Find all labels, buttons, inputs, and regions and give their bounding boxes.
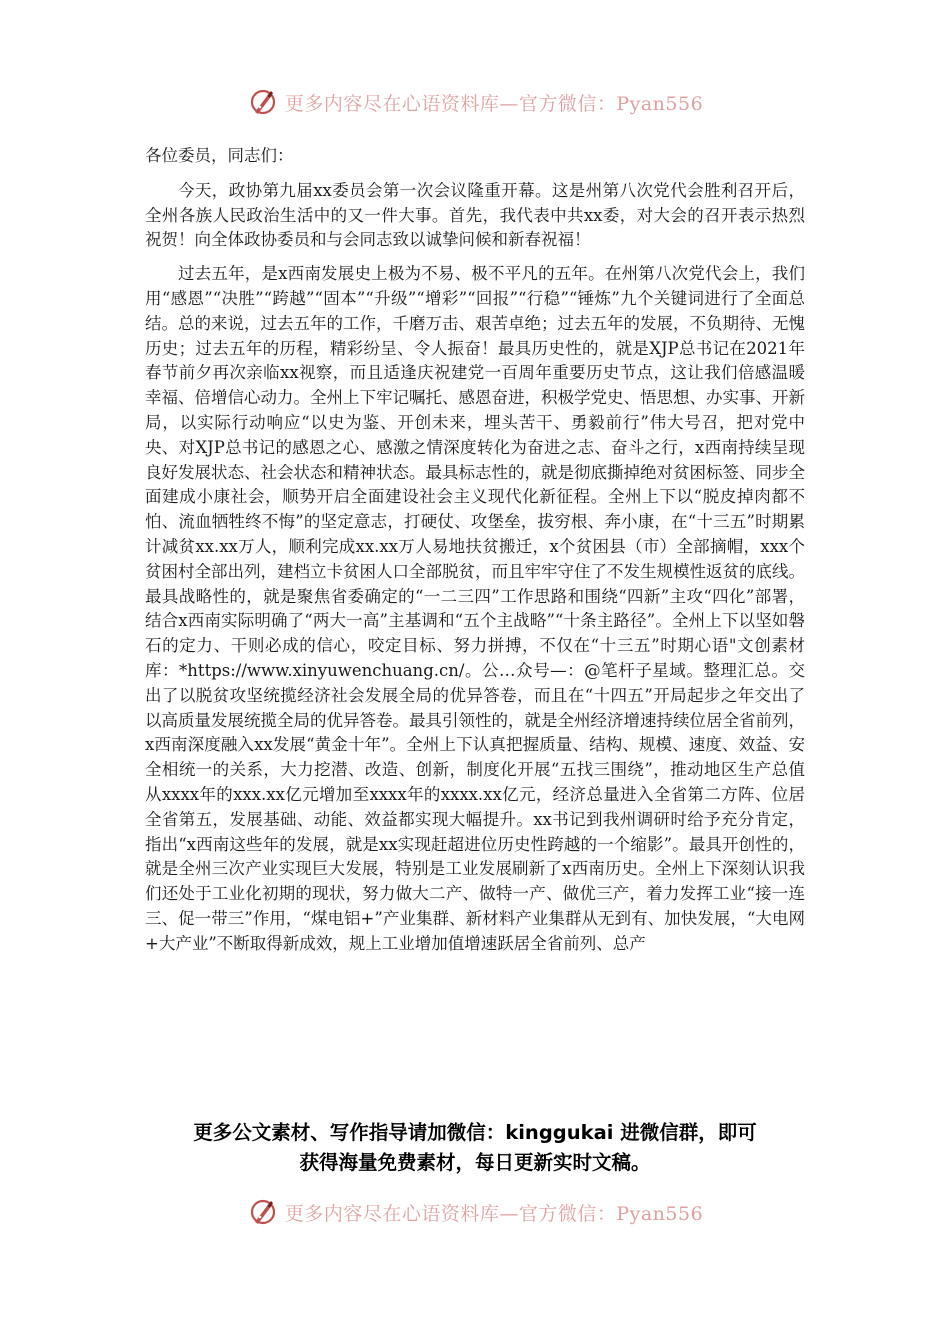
salutation: 各位委员，同志们： xyxy=(145,146,294,165)
header-banner xyxy=(0,82,950,122)
promo-notice xyxy=(120,1118,830,1178)
promo-line-1: 更多公文素材、写作指导请加微信：kinggukai 进微信群，即可 xyxy=(193,1121,757,1144)
footer-banner-text: 更多内容尽在心语资料库—官方微信：Pyan556 xyxy=(284,1202,704,1225)
fountain-pen-seal-icon xyxy=(247,86,279,118)
document-body xyxy=(145,144,805,966)
header-banner-text: 更多内容尽在心语资料库—官方微信：Pyan556 xyxy=(284,92,704,115)
paragraph-1: 今天，政协第九届xx委员会第一次会议隆重开幕。这是州第八次党代会胜利召开后，全州各族人民政治生活中的又一件大事。首先，我代表中共xx委，对大会的召开表示热烈祝贺！向全体政协委员和与会同志致以诚挚问候和新春祝福！ xyxy=(145,180,805,250)
promo-line-2: 获得海量免费素材，每日更新实时文稿。 xyxy=(299,1151,651,1174)
paragraph-2: 过去五年，是x西南发展史上极为不易、极不平凡的五年。在州第八次党代会上，我们用“感恩”“决胜”“跨越”“固本”“升级”“增彩”“回报”“行稳”“锤炼”九个关键词进行了全面总结。总的来说，过去五年的工作，千磨万击、艰苦卓绝；过去五年的发展，不负期待、无愧历史；过去五年的历程，精彩纷呈、令人振奋！最具历史性的，就是XJP总书记在2021年春节前夕再次亲临xx视察，而且适逢庆祝建党一百周年重要历史节点，这让我们倍感温暖幸福、倍增信心动力。全州上下牢记嘱托、感恩奋进，积极学党史、悟思想、办实事、开新局，以实际行动响应“以史为鉴、开创未来，埋头苦干、勇毅前行”伟大号召，把对党中央、对XJP总书记的感恩之心、感激之情深度转化为奋进之志、奋斗之行，x西南持续呈现良好发展状态、社会状态和精神状态。最具标志性的，就是彻底撕掉绝对贫困标签、同步全面建成小康社会，顺势开启全面建设社会主义现代化新征程。全州上下以“脱皮掉肉都不怕、流血牺牲终不悔”的坚定意志，打硬仗、攻堡垒，拔穷根、奔小康，在“十三五”时期累计减贫xx.xx万人，顺利完成xx.xx万人易地扶贫搬迁，x个贫困县（市）全部摘帽，xxx个贫困村全部出列，建档立卡贫困人口全部脱贫，而且牢牢守住了不发生规模性返贫的底线。最具战略性的，就是聚焦省委确定的“一二三四”工作思路和围绕“四新”主攻“四化”部署，结合x西南实际明确了“两大一高”主基调和“五个主战略”“十条主路径”。全州上下以坚如磐石的定力、干则必成的信心，咬定目标、努力拼搏，不仅在“十三五”时期心语"文创素材库：*https://www.xinyuwenchuang.cn/。公…众号—：@笔杆子星域。整理汇总。交出了以脱贫攻坚统揽经济社会发展全局的优异答卷，而且在“十四五”开局起步之年交出了以高质量发展统揽全局的优异答卷。最具引领性的，就是全州经济增速持续位居全省前列，x西南深度融入xx发展“黄金十年”。全州上下认真把握质量、结构、规模、速度、效益、安全相统一的关系，大力挖潜、改造、创新，制度化开展“五找三围绕”，推动地区生产总值从xxxx年的xxx.xx亿元增加至xxxx年的xxxx.xx亿元，经济总量进入全省第二方阵、位居全省第五，发展基础、动能、效益都实现大幅提升。xx书记到我州调研时给予充分肯定，指出“x西南这些年的发展，就是xx实现赶超进位历史性跨越的一个缩影”。最具开创性的，就是全州三次产业实现巨大发展，特别是工业发展刷新了x西南历史。全州上下深刻认识我们还处于工业化初期的现状，努力做大二产、做特一产、做优三产，着力发挥工业“接一连三、促一带三”作用，“煤电铝+”产业集群、新材料产业集群从无到有、加快发展，“大电网+大产业”不断取得新成效，规上工业增加值增速跃居全省前列、总产 xyxy=(145,264,805,953)
footer-banner xyxy=(0,1192,950,1232)
fountain-pen-seal-icon xyxy=(247,1196,279,1228)
